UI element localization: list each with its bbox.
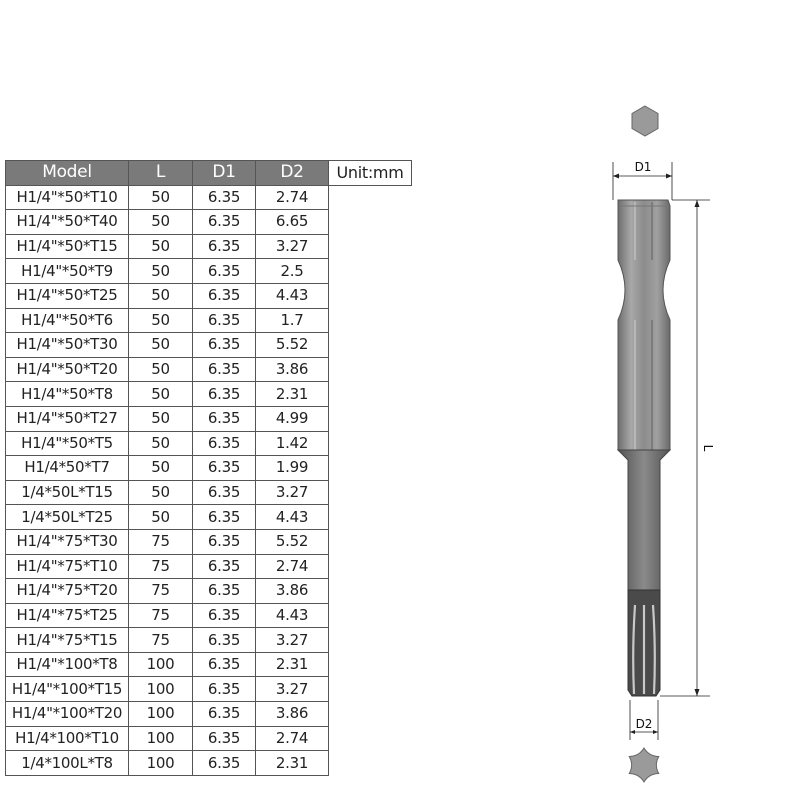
hexagon-icon <box>632 106 658 136</box>
cell-l: 50 <box>129 283 193 308</box>
cell-d1: 6.35 <box>193 431 256 456</box>
header-d1: D1 <box>193 161 256 186</box>
cell-d1: 6.35 <box>193 726 256 751</box>
table-row <box>6 480 412 505</box>
cell-d2: 2.5 <box>256 259 329 284</box>
cell-d1: 6.35 <box>193 751 256 776</box>
cell-l: 75 <box>129 603 193 628</box>
table-row <box>6 308 412 333</box>
cell-model: H1/4"*75*T10 <box>6 554 129 579</box>
cell-d1: 6.35 <box>193 554 256 579</box>
cell-model: H1/4"*100*T20 <box>6 702 129 727</box>
unit-note: Unit:mm <box>329 161 412 186</box>
cell-model: H1/4*100*T10 <box>6 726 129 751</box>
cell-l: 50 <box>129 431 193 456</box>
cell-l: 50 <box>129 406 193 431</box>
cell-l: 100 <box>129 652 193 677</box>
cell-l: 75 <box>129 628 193 653</box>
cell-d1: 6.35 <box>193 603 256 628</box>
cell-l: 50 <box>129 480 193 505</box>
cell-model: H1/4"*75*T15 <box>6 628 129 653</box>
cell-model: H1/4*50*T7 <box>6 456 129 481</box>
cell-d2: 2.31 <box>256 751 329 776</box>
spec-table <box>5 160 412 776</box>
cell-d2: 3.27 <box>256 480 329 505</box>
cell-l: 50 <box>129 308 193 333</box>
table-row <box>6 283 412 308</box>
table-row <box>6 579 412 604</box>
table-row <box>6 210 412 235</box>
cell-d2: 1.42 <box>256 431 329 456</box>
screwdriver-bit-diagram <box>560 100 800 800</box>
cell-l: 50 <box>129 505 193 530</box>
cell-model: H1/4"*50*T9 <box>6 259 129 284</box>
table-row <box>6 751 412 776</box>
table-row <box>6 505 412 530</box>
table-row <box>6 652 412 677</box>
table-row <box>6 382 412 407</box>
cell-d1: 6.35 <box>193 308 256 333</box>
cell-model: H1/4"*50*T8 <box>6 382 129 407</box>
l-label: L <box>701 444 715 452</box>
torx-star-icon <box>629 748 658 782</box>
cell-model: H1/4"*50*T20 <box>6 357 129 382</box>
cell-d2: 1.7 <box>256 308 329 333</box>
table-row <box>6 234 412 259</box>
cell-d1: 6.35 <box>193 382 256 407</box>
table-row <box>6 333 412 358</box>
cell-d2: 3.27 <box>256 628 329 653</box>
cell-l: 50 <box>129 357 193 382</box>
cell-model: H1/4"*50*T15 <box>6 234 129 259</box>
cell-l: 50 <box>129 210 193 235</box>
cell-d1: 6.35 <box>193 702 256 727</box>
cell-l: 50 <box>129 185 193 210</box>
table-row <box>6 726 412 751</box>
cell-model: H1/4"*75*T20 <box>6 579 129 604</box>
cell-d1: 6.35 <box>193 283 256 308</box>
table-row <box>6 529 412 554</box>
header-l: L <box>129 161 193 186</box>
cell-d2: 4.99 <box>256 406 329 431</box>
d2-dimension <box>630 700 658 740</box>
d2-label: D2 <box>635 717 653 731</box>
cell-d1: 6.35 <box>193 234 256 259</box>
cell-d1: 6.35 <box>193 406 256 431</box>
cell-d1: 6.35 <box>193 357 256 382</box>
cell-l: 75 <box>129 554 193 579</box>
cell-d1: 6.35 <box>193 210 256 235</box>
cell-l: 100 <box>129 677 193 702</box>
cell-model: H1/4"*50*T27 <box>6 406 129 431</box>
bit-body <box>618 200 670 696</box>
table-row <box>6 357 412 382</box>
cell-model: 1/4*100L*T8 <box>6 751 129 776</box>
table-row <box>6 456 412 481</box>
cell-d2: 4.43 <box>256 505 329 530</box>
cell-model: H1/4"*50*T25 <box>6 283 129 308</box>
table-row <box>6 628 412 653</box>
table-row <box>6 259 412 284</box>
cell-model: H1/4"*75*T25 <box>6 603 129 628</box>
cell-l: 50 <box>129 333 193 358</box>
cell-d1: 6.35 <box>193 185 256 210</box>
cell-model: H1/4"*50*T10 <box>6 185 129 210</box>
header-d2: D2 <box>256 161 329 186</box>
table-row <box>6 677 412 702</box>
cell-d2: 6.65 <box>256 210 329 235</box>
cell-d2: 2.74 <box>256 185 329 210</box>
cell-d1: 6.35 <box>193 677 256 702</box>
cell-d1: 6.35 <box>193 505 256 530</box>
cell-model: H1/4"*100*T8 <box>6 652 129 677</box>
cell-model: 1/4*50L*T25 <box>6 505 129 530</box>
cell-model: H1/4"*50*T6 <box>6 308 129 333</box>
cell-l: 50 <box>129 234 193 259</box>
cell-l: 50 <box>129 382 193 407</box>
cell-d2: 2.74 <box>256 554 329 579</box>
header-model: Model <box>6 161 129 186</box>
cell-d2: 3.86 <box>256 579 329 604</box>
d1-dimension <box>613 160 672 200</box>
cell-l: 100 <box>129 726 193 751</box>
cell-d1: 6.35 <box>193 628 256 653</box>
table-row <box>6 603 412 628</box>
cell-model: 1/4*50L*T15 <box>6 480 129 505</box>
cell-d2: 2.31 <box>256 382 329 407</box>
cell-l: 100 <box>129 751 193 776</box>
cell-d2: 1.99 <box>256 456 329 481</box>
cell-d1: 6.35 <box>193 529 256 554</box>
cell-l: 75 <box>129 529 193 554</box>
cell-d2: 4.43 <box>256 283 329 308</box>
table-header-row <box>6 161 412 186</box>
cell-model: H1/4"*50*T30 <box>6 333 129 358</box>
cell-model: H1/4"*50*T40 <box>6 210 129 235</box>
cell-l: 100 <box>129 702 193 727</box>
cell-model: H1/4"*50*T5 <box>6 431 129 456</box>
table-row <box>6 554 412 579</box>
cell-d2: 2.31 <box>256 652 329 677</box>
d1-label: D1 <box>634 160 652 174</box>
cell-d2: 3.27 <box>256 677 329 702</box>
table-row <box>6 702 412 727</box>
cell-d2: 3.86 <box>256 357 329 382</box>
cell-l: 50 <box>129 259 193 284</box>
cell-d2: 5.52 <box>256 529 329 554</box>
cell-l: 75 <box>129 579 193 604</box>
table-body <box>6 185 412 775</box>
cell-d1: 6.35 <box>193 652 256 677</box>
cell-d1: 6.35 <box>193 480 256 505</box>
cell-d2: 3.86 <box>256 702 329 727</box>
cell-d2: 5.52 <box>256 333 329 358</box>
cell-d1: 6.35 <box>193 333 256 358</box>
cell-model: H1/4"*75*T30 <box>6 529 129 554</box>
cell-d2: 2.74 <box>256 726 329 751</box>
table-row <box>6 406 412 431</box>
cell-d1: 6.35 <box>193 456 256 481</box>
cell-d1: 6.35 <box>193 259 256 284</box>
table-row <box>6 185 412 210</box>
table-row <box>6 431 412 456</box>
cell-d2: 3.27 <box>256 234 329 259</box>
cell-d1: 6.35 <box>193 579 256 604</box>
cell-d2: 4.43 <box>256 603 329 628</box>
cell-model: H1/4"*100*T15 <box>6 677 129 702</box>
cell-l: 50 <box>129 456 193 481</box>
